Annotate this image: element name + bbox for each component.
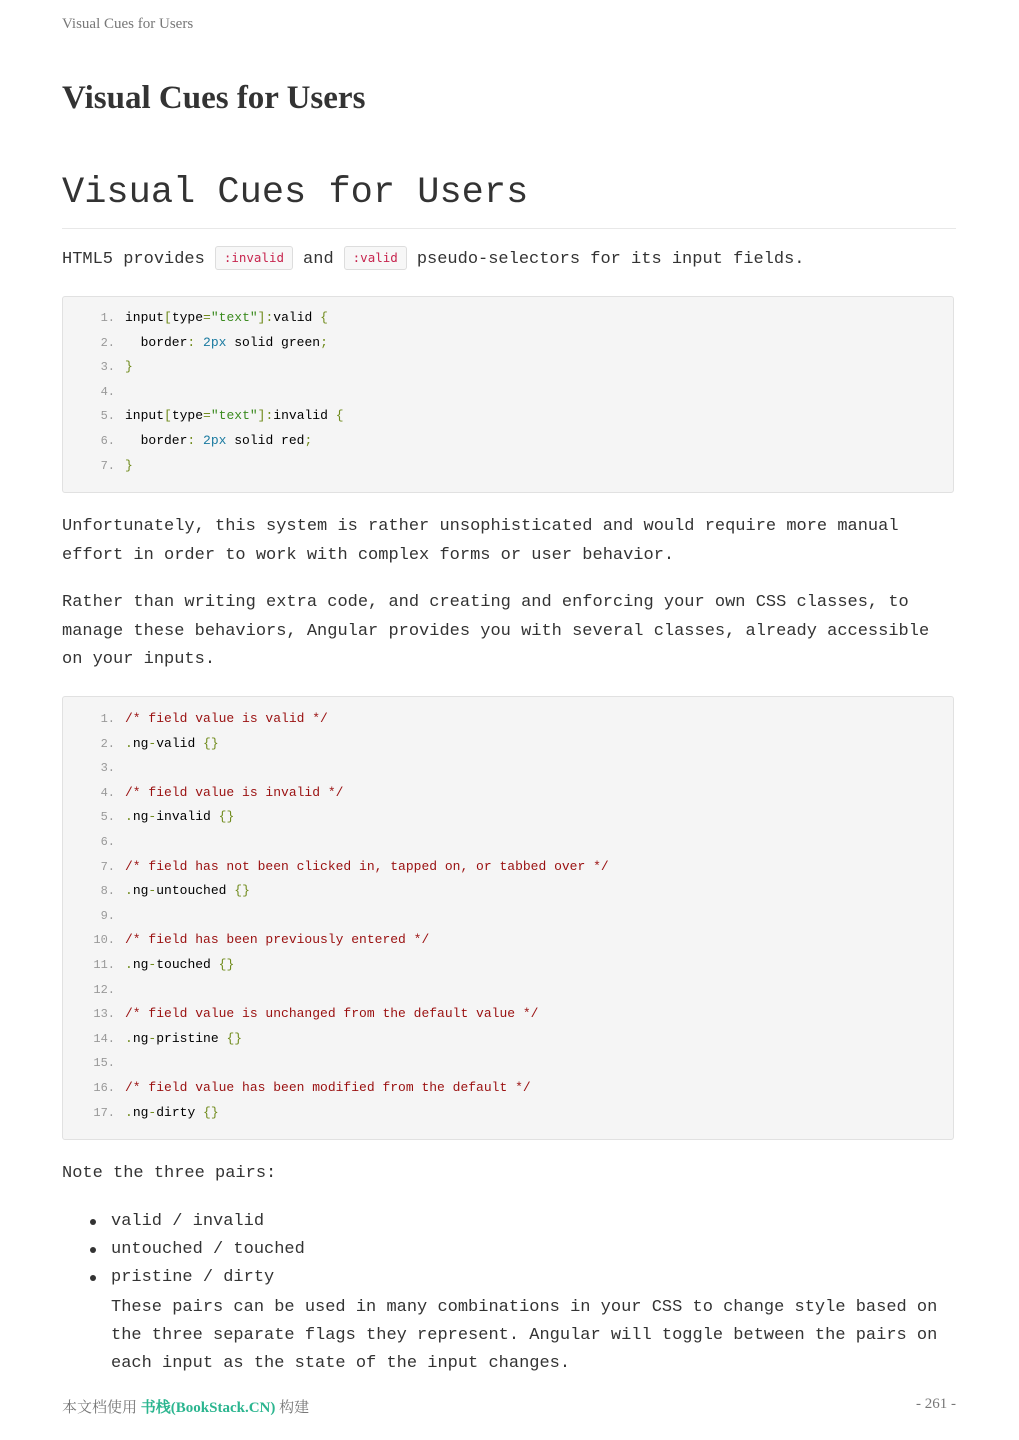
line-number: 2.: [100, 335, 115, 350]
code-text: /* field value is invalid */: [125, 784, 344, 800]
code-line: [63, 707, 953, 732]
code-line: [63, 928, 953, 953]
code-line: [63, 953, 953, 978]
page-number: - 261 -: [916, 1396, 956, 1412]
code-line: [63, 904, 953, 929]
code-text: }: [125, 359, 133, 375]
code-line: [63, 429, 953, 454]
section-heading: Visual Cues for Users: [62, 172, 956, 229]
code-text: /* field has not been clicked in, tapped on, or tabbed over */: [125, 858, 609, 874]
code-line: [63, 830, 953, 855]
code-text: /* field value is valid */: [125, 711, 328, 726]
line-number: 10.: [93, 933, 115, 948]
inline-code-invalid: :invalid: [215, 246, 293, 270]
code-text: /* field value is unchanged from the default value */: [125, 1006, 539, 1022]
code-text: .ng-untouched {}: [125, 883, 250, 899]
code-text: border: 2px solid green;: [125, 334, 328, 350]
code-line: [63, 404, 953, 429]
list-item: [62, 1264, 956, 1378]
intro-text-after: pseudo-selectors for its input fields.: [416, 250, 805, 269]
note-heading: Note the three pairs:: [62, 1164, 277, 1183]
code-line: [63, 978, 953, 1003]
code-line: [63, 1051, 953, 1076]
footer-bookstack-link[interactable]: 书栈(BookStack.CN): [140, 1400, 276, 1416]
line-number: 8.: [100, 884, 115, 899]
footer-suffix: 构建: [279, 1400, 310, 1416]
line-number: 4.: [100, 384, 115, 399]
footer-credit: [62, 1396, 309, 1417]
code-line: [63, 1076, 953, 1101]
line-number: 1.: [100, 311, 115, 325]
bullet-icon: [90, 1247, 96, 1253]
inline-code-valid: :valid: [344, 246, 407, 270]
code-line: [63, 781, 953, 806]
line-number: 1.: [100, 712, 115, 726]
code-line: [63, 879, 953, 904]
line-number: 2.: [100, 736, 115, 751]
code-line: [63, 1002, 953, 1027]
line-number: 12.: [93, 982, 115, 997]
line-number: 15.: [93, 1056, 115, 1071]
code-line: [63, 380, 953, 405]
code-line: [63, 331, 953, 356]
code-line: [63, 1027, 953, 1052]
bullet-icon: [90, 1275, 96, 1281]
intro-text-before: HTML5 provides: [62, 250, 205, 269]
code-text: border: 2px solid red;: [125, 432, 313, 448]
code-line: [63, 355, 953, 380]
pair-text: untouched / touched: [111, 1240, 305, 1260]
bullet-icon: [90, 1219, 96, 1225]
line-number: 16.: [93, 1080, 115, 1095]
code-text: .ng-valid {}: [125, 735, 219, 751]
list-item: [62, 1236, 956, 1264]
code-text: }: [125, 457, 133, 473]
line-number: 9.: [100, 908, 115, 923]
code-line: [63, 306, 953, 331]
code-text: /* field value has been modified from the default */: [125, 1079, 531, 1095]
code-text: input[type="text"]:invalid {: [125, 408, 344, 424]
line-number: 6.: [100, 433, 115, 448]
running-header: Visual Cues for Users: [62, 16, 194, 32]
code-block-css-validation: [62, 296, 954, 493]
pairs-note: These pairs can be used in many combinations in your CSS to change style based on the three separate flags they represent. Angular will toggle between the pairs on each input as the state of the input changes.: [111, 1297, 938, 1374]
code-line: [63, 756, 953, 781]
intro-text-between: and: [303, 250, 334, 269]
code-text: .ng-dirty {}: [125, 1104, 219, 1120]
code-text: .ng-pristine {}: [125, 1030, 243, 1046]
pair-text: pristine / dirty: [111, 1268, 275, 1288]
line-number: 5.: [100, 810, 115, 825]
code-text: .ng-invalid {}: [125, 809, 235, 825]
code-line: [63, 1101, 953, 1126]
pair-text: valid / invalid: [111, 1212, 265, 1231]
chapter-title: Visual Cues for Users: [62, 80, 366, 116]
line-number: 4.: [100, 785, 115, 800]
footer-prefix: 本文档使用: [62, 1400, 138, 1416]
line-number: 17.: [93, 1105, 115, 1120]
line-number: 14.: [93, 1031, 115, 1046]
line-number: 3.: [100, 761, 115, 776]
list-item: [62, 1208, 956, 1236]
code-block-angular-classes: [62, 696, 954, 1140]
line-number: 11.: [93, 957, 115, 972]
code-line: [63, 805, 953, 830]
code-line: [63, 855, 953, 880]
intro-paragraph: [62, 246, 956, 275]
code-line: [63, 454, 953, 479]
paragraph-angular-classes: Rather than writing extra code, and creating and enforcing your own CSS classes, to manage these behaviors, Angular provides you with several classes, already accessible on your inputs.: [62, 593, 930, 669]
code-text: .ng-touched {}: [125, 956, 235, 972]
code-line: [63, 732, 953, 757]
code-text: input[type="text"]:valid {: [125, 310, 328, 325]
code-text: /* field has been previously entered */: [125, 932, 430, 948]
pairs-list: [62, 1208, 956, 1378]
paragraph-unsophisticated: Unfortunately, this system is rather unsophisticated and would require more manual effort in order to work with complex forms or user behavior.: [62, 517, 899, 565]
line-number: 13.: [93, 1007, 115, 1022]
line-number: 5.: [100, 409, 115, 424]
line-number: 7.: [100, 458, 115, 473]
line-number: 7.: [100, 859, 115, 874]
line-number: 3.: [100, 360, 115, 375]
line-number: 6.: [100, 834, 115, 849]
